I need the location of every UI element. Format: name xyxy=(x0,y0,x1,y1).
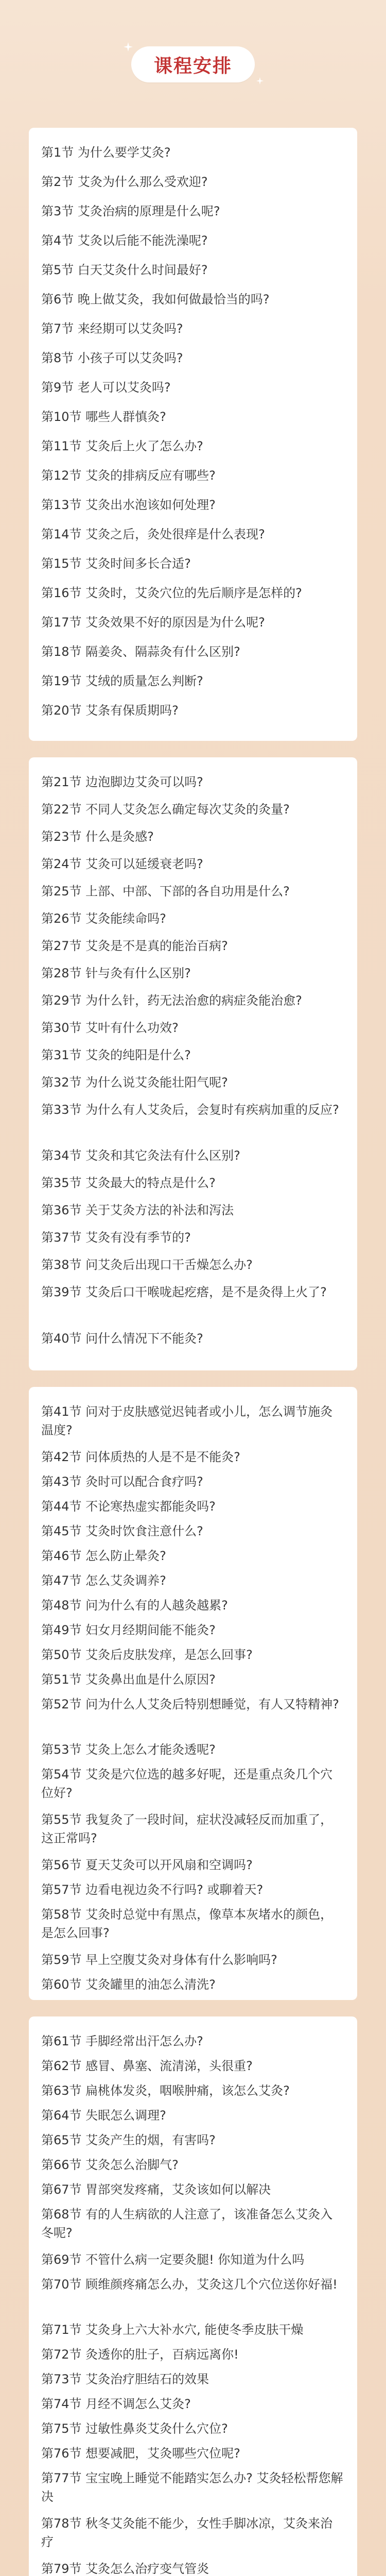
lesson-item[interactable]: 第40节 问什么情况下不能灸? xyxy=(41,1331,203,1346)
lesson-item[interactable]: 第10节 哪些人群慎灸? xyxy=(41,410,166,424)
lesson-item[interactable]: 第75节 过敏性鼻炎艾灸什么穴位? xyxy=(41,2421,228,2436)
lesson-item[interactable]: 第43节 灸时可以配合食疗吗? xyxy=(41,1475,203,1489)
page-title-badge xyxy=(131,46,255,82)
lesson-item[interactable]: 第74节 月经不调怎么艾灸? xyxy=(41,2397,191,2411)
lesson-item[interactable]: 第22节 不同人艾灸怎么确定每次艾灸的灸量? xyxy=(41,802,290,817)
lesson-item[interactable]: 第29节 为什么针，药无法治愈的病症灸能治愈? xyxy=(41,993,302,1008)
lesson-item[interactable]: 第72节 灸透你的肚子，百病远离你! xyxy=(41,2347,239,2362)
lesson-item[interactable]: 第21节 边泡脚边艾灸可以吗? xyxy=(41,775,203,789)
lesson-item[interactable]: 第28节 针与灸有什么区别? xyxy=(41,966,191,980)
lesson-item[interactable]: 第55节 我复灸了一段时间，症状没减轻反而加重了，这正常吗? xyxy=(41,1812,333,1845)
lesson-item[interactable]: 第36节 关于艾灸方法的补法和泻法 xyxy=(41,1203,234,1217)
lesson-item[interactable]: 第78节 秋冬艾灸能不能少，女性手脚冰凉，艾灸来治疗 xyxy=(41,2516,333,2549)
lesson-card-4 xyxy=(29,2016,357,2576)
lesson-item[interactable]: 第38节 问艾灸后出现口干舌燥怎么办? xyxy=(41,1258,253,1272)
lesson-item[interactable]: 第41节 问对于皮肤感觉迟钝者或小儿，怎么调节施灸温度? xyxy=(41,1404,333,1437)
sparkle-icon xyxy=(256,77,264,84)
lesson-item[interactable]: 第11节 艾灸后上火了怎么办? xyxy=(41,439,203,453)
lesson-item[interactable]: 第59节 早上空腹艾灸对身体有什么影响吗? xyxy=(41,1953,277,1967)
lesson-item[interactable]: 第58节 艾灸时总觉中有黑点，像草本灰堵水的颜色，是怎么回事? xyxy=(41,1907,333,1940)
lesson-item[interactable]: 第23节 什么是灸感? xyxy=(41,829,154,844)
lesson-item[interactable]: 第15节 艾灸时间多长合适? xyxy=(41,556,191,571)
lesson-item[interactable]: 第42节 问体质热的人是不是不能灸? xyxy=(41,1450,240,1464)
lesson-item[interactable]: 第9节 老人可以艾灸吗? xyxy=(41,380,171,395)
lesson-item[interactable]: 第49节 妇女月经期间能不能灸? xyxy=(41,1623,216,1637)
lesson-item[interactable]: 第14节 艾灸之后，灸处很痒是什么表现? xyxy=(41,527,265,541)
lesson-item[interactable]: 第79节 艾灸怎么治疗变气管炎 xyxy=(41,2562,209,2576)
lesson-item[interactable]: 第17节 艾灸效果不好的原因是为什么呢? xyxy=(41,615,265,630)
lesson-item[interactable]: 第25节 上部、中部、下部的各自功用是什么? xyxy=(41,884,290,899)
lesson-item[interactable]: 第27节 艾灸是不是真的能治百病? xyxy=(41,939,228,953)
lesson-item[interactable]: 第45节 艾灸时饮食注意什么? xyxy=(41,1524,203,1538)
lesson-item[interactable]: 第73节 艾灸治疗胆结石的效果 xyxy=(41,2372,209,2386)
lesson-item[interactable]: 第64节 失眠怎么调理? xyxy=(41,2108,166,2123)
lesson-item[interactable]: 第30节 艾叶有什么功效? xyxy=(41,1021,179,1035)
lesson-item[interactable]: 第19节 艾绒的质量怎么判断? xyxy=(41,674,203,688)
lesson-item[interactable]: 第60节 艾灸罐里的油怎么清洗? xyxy=(41,1977,216,1992)
lesson-item[interactable]: 第31节 艾灸的纯阳是什么? xyxy=(41,1048,191,1062)
lesson-item[interactable]: 第47节 怎么艾灸调养? xyxy=(41,1573,166,1588)
page-title: 课程安排 xyxy=(153,55,232,77)
lesson-item[interactable]: 第35节 艾灸最大的特点是什么? xyxy=(41,1176,216,1190)
lesson-item[interactable]: 第62节 感冒、鼻塞、流清涕，头很重? xyxy=(41,2059,253,2073)
lesson-item[interactable]: 第66节 艾灸怎么治脚气? xyxy=(41,2158,179,2172)
lesson-item[interactable]: 第3节 艾灸治病的原理是什么呢? xyxy=(41,204,220,218)
lesson-item[interactable]: 第13节 艾灸出水泡该如何处理? xyxy=(41,498,216,512)
lesson-item[interactable]: 第63节 扁桃体发炎，咽喉肿痛，该怎么艾灸? xyxy=(41,2083,290,2098)
lesson-item[interactable]: 第37节 艾灸有没有季节的? xyxy=(41,1230,191,1245)
lesson-item[interactable]: 第12节 艾灸的排病反应有哪些? xyxy=(41,468,216,483)
lesson-item[interactable]: 第77节 宝宝晚上睡觉不能踏实怎么办? 艾灸轻松帮您解决 xyxy=(41,2471,343,2504)
lesson-item[interactable]: 第69节 不管什么病一定要灸腿! 你知道为什么吗 xyxy=(41,2252,305,2267)
lesson-item[interactable]: 第65节 艾灸产生的烟，有害吗? xyxy=(41,2133,216,2147)
lesson-item[interactable]: 第51节 艾灸鼻出血是什么原因? xyxy=(41,1672,216,1687)
lesson-item[interactable]: 第68节 有的人生病欲的人注意了，该准备怎么艾灸入冬呢? xyxy=(41,2207,333,2240)
lesson-item[interactable]: 第33节 为什么有人艾灸后，会复时有疾病加重的反应? xyxy=(41,1103,339,1117)
lesson-item[interactable]: 第46节 怎么防止晕灸? xyxy=(41,1549,166,1563)
lesson-item[interactable]: 第48节 问为什么有的人越灸越累? xyxy=(41,1598,228,1613)
lesson-item[interactable]: 第57节 边看电视边灸不行吗? 或聊着天? xyxy=(41,1883,264,1897)
lesson-card-3 xyxy=(29,1387,357,2000)
lesson-item[interactable]: 第1节 为什么要学艾灸? xyxy=(41,145,171,160)
lesson-item[interactable]: 第67节 胃部突发疼痛，艾灸该如何以解决 xyxy=(41,2182,271,2197)
lesson-item[interactable]: 第54节 艾灸是穴位选的越多好呢，还是重点灸几个穴位好? xyxy=(41,1767,333,1800)
lesson-item[interactable]: 第50节 艾灸后皮肤发痒，是怎么回事? xyxy=(41,1648,253,1662)
lesson-item[interactable]: 第56节 夏天艾灸可以开风扇和空调吗? xyxy=(41,1858,253,1872)
lesson-item[interactable]: 第8节 小孩子可以艾灸吗? xyxy=(41,351,183,365)
lesson-item[interactable]: 第24节 艾灸可以延缓衰老吗? xyxy=(41,857,203,871)
lesson-item[interactable]: 第32节 为什么说艾灸能壮阳气呢? xyxy=(41,1075,228,1090)
lesson-item[interactable]: 第76节 想要减肥，艾灸哪些穴位呢? xyxy=(41,2446,240,2461)
lesson-item[interactable]: 第44节 不论寒热虚实都能灸吗? xyxy=(41,1499,216,1514)
lesson-item[interactable]: 第34节 艾灸和其它灸法有什么区别? xyxy=(41,1148,240,1163)
lesson-item[interactable]: 第4节 艾灸以后能不能洗澡呢? xyxy=(41,233,208,248)
lesson-item[interactable]: 第7节 来经期可以艾灸吗? xyxy=(41,321,183,336)
lesson-item[interactable]: 第26节 艾灸能续命吗? xyxy=(41,911,166,926)
lesson-item[interactable]: 第2节 艾灸为什么那么受欢迎? xyxy=(41,175,208,189)
lesson-item[interactable]: 第6节 晚上做艾灸，我如何做最恰当的吗? xyxy=(41,292,270,307)
lesson-item[interactable]: 第71节 艾灸身上六大补水穴, 能使冬季皮肤干燥 xyxy=(41,2323,304,2337)
header xyxy=(0,0,386,129)
lesson-item[interactable]: 第61节 手脚经常出汗怎么办? xyxy=(41,2034,203,2048)
lesson-card-1 xyxy=(29,128,357,741)
lesson-item[interactable]: 第52节 问为什么人艾灸后特别想睡觉，有人又特精神? xyxy=(41,1697,339,1711)
lesson-item[interactable]: 第16节 艾灸时，艾灸穴位的先后顺序是怎样的? xyxy=(41,586,302,600)
lesson-item[interactable]: 第5节 白天艾灸什么时间最好? xyxy=(41,263,208,277)
lesson-item[interactable]: 第53节 艾灸上怎么才能灸透呢? xyxy=(41,1742,216,1757)
lesson-item[interactable]: 第39节 艾灸后口干喉咙起疙瘩，是不是灸得上火了? xyxy=(41,1285,327,1299)
lesson-item[interactable]: 第20节 艾条有保质期吗? xyxy=(41,703,179,718)
lesson-card-2 xyxy=(29,757,357,1370)
lesson-item[interactable]: 第70节 顾维颜疼痛怎么办，艾灸这几个穴位送你好福! xyxy=(41,2277,338,2292)
sparkle-icon xyxy=(124,42,133,52)
lesson-item[interactable]: 第18节 隔姜灸、隔蒜灸有什么区别? xyxy=(41,645,240,659)
